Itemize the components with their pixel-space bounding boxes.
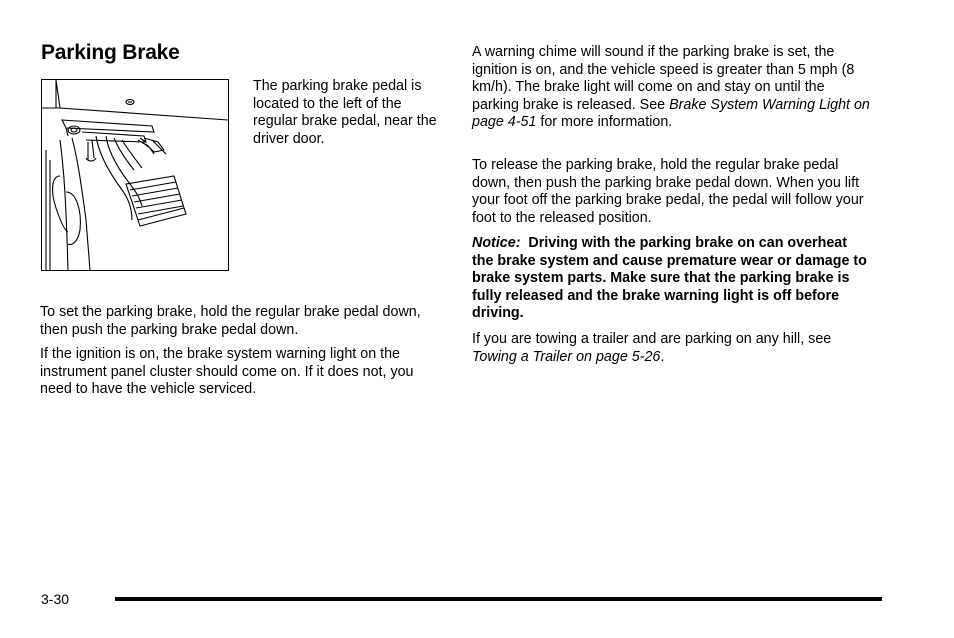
paragraph-towing bbox=[472, 331, 872, 366]
paragraph-text: A warning chime will sound if the parking brake is set, the ignition is on, and the vehicle speed is greater than 5 mph (8 km/h). The brake light will come on and stay on until the parking brake is released. See bbox=[472, 44, 855, 113]
notice-text: Driving with the parking brake on can overheat the brake system and cause premature wear or damage to brake system parts. Make sure that the parking brake is fully released and the brake warning light is off before driving. bbox=[472, 235, 867, 322]
pedal-drawing bbox=[42, 80, 228, 270]
paragraph-release-brake: To release the parking brake, hold the regular brake pedal down, then push the parking brake pedal down. When you lift your foot off the parking brake pedal, the pedal will follow your foot to the released position. bbox=[472, 157, 864, 226]
paragraph-text-end: . bbox=[660, 348, 665, 365]
paragraph-set-brake: To set the parking brake, hold the regular brake pedal down, then push the parking brake pedal down. bbox=[40, 304, 421, 338]
footer-rule bbox=[115, 597, 882, 601]
paragraph-warning-chime bbox=[472, 44, 872, 132]
paragraph-text: If you are towing a trailer and are parking on any hill, see bbox=[472, 331, 832, 347]
notice-label: Notice: bbox=[472, 235, 521, 251]
section-title: Parking Brake bbox=[41, 41, 180, 64]
cross-reference: Towing a Trailer on page 5-26 bbox=[472, 348, 661, 365]
parking-brake-illustration bbox=[41, 79, 229, 271]
figure-caption: The parking brake pedal is located to the left of the regular brake pedal, near the driver door. bbox=[253, 78, 437, 147]
paragraph-text-end: for more information. bbox=[536, 114, 673, 131]
notice-paragraph bbox=[472, 235, 872, 323]
page-number: 3-30 bbox=[41, 591, 70, 607]
cross-reference: Brake System Warning Light on page 4-51 bbox=[472, 96, 870, 131]
paragraph-warning-light: If the ignition is on, the brake system warning light on the instrument panel cluster should come on. If it does not, you need to have the vehicle serviced. bbox=[40, 346, 414, 398]
